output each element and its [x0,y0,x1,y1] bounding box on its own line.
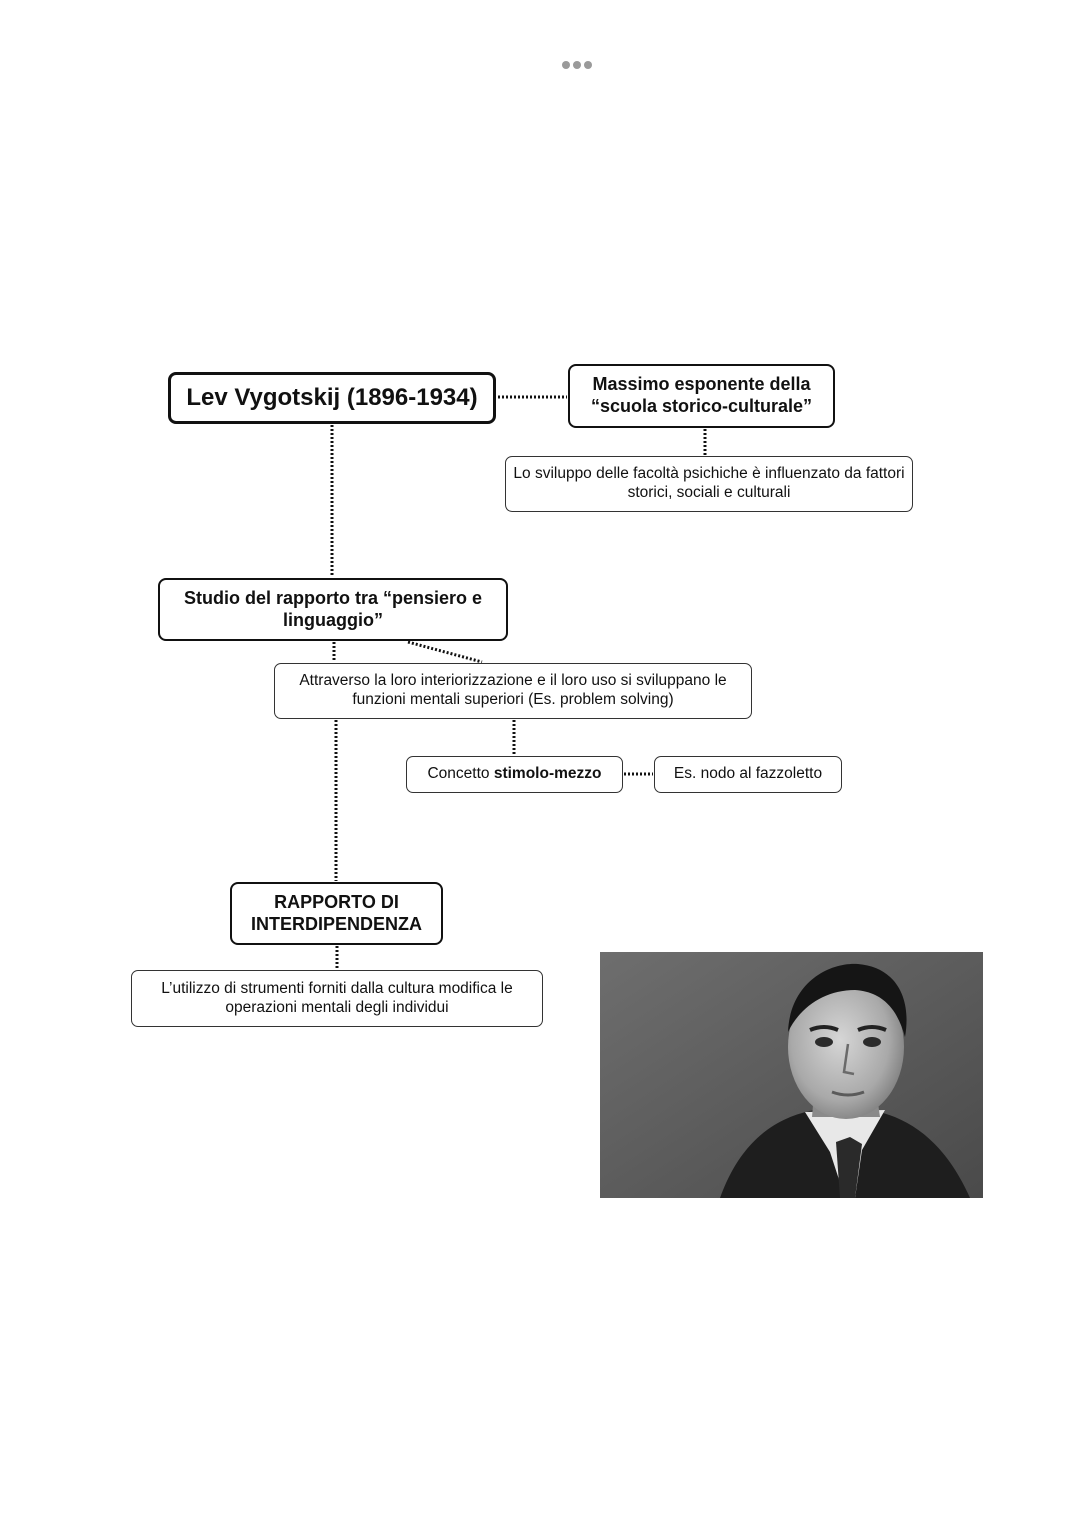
node-sviluppo-text: Lo sviluppo delle facoltà psichiche è influenzato da fattori storici, sociali e culturali [513,465,905,501]
node-utilizzo-strumenti [131,970,543,1027]
node-attraverso-text: Attraverso la loro interiorizzazione e il loro uso si sviluppano le funzioni mentali superiori (Es. problem solving) [299,672,727,708]
node-interiorizzazione [274,663,752,719]
connector-studio-attraverso-diag [408,642,482,662]
node-concetto-text [427,765,601,784]
node-studio-rapporto [158,578,508,641]
node-rapporto-text: RAPPORTO DI INTERDIPENDENZA [250,891,422,934]
node-utilizzo-text: L’utilizzo di strumenti forniti dalla cultura modifica le operazioni mentali degli individui [161,979,513,1016]
node-concetto-stimolo-mezzo [406,756,623,793]
node-massimo-esponente [568,364,835,428]
node-sviluppo-facolta [505,456,913,512]
node-massimo-text: Massimo esponente della “scuola storico-culturale” [590,374,813,416]
node-title [168,372,496,424]
node-concetto-prefix: Concetto [427,765,494,783]
node-nodo-fazzoletto [654,756,842,793]
portrait-photo [600,952,983,1198]
node-rapporto-interdipendenza [230,882,443,945]
node-nodo-text: Es. nodo al fazzoletto [673,765,823,783]
node-studio-text: Studio del rapporto tra “pensiero e linguaggio” [183,587,483,630]
node-concetto-bold: stimolo-mezzo [493,765,602,783]
node-title-text: Lev Vygotskij (1896-1934) [186,383,478,411]
